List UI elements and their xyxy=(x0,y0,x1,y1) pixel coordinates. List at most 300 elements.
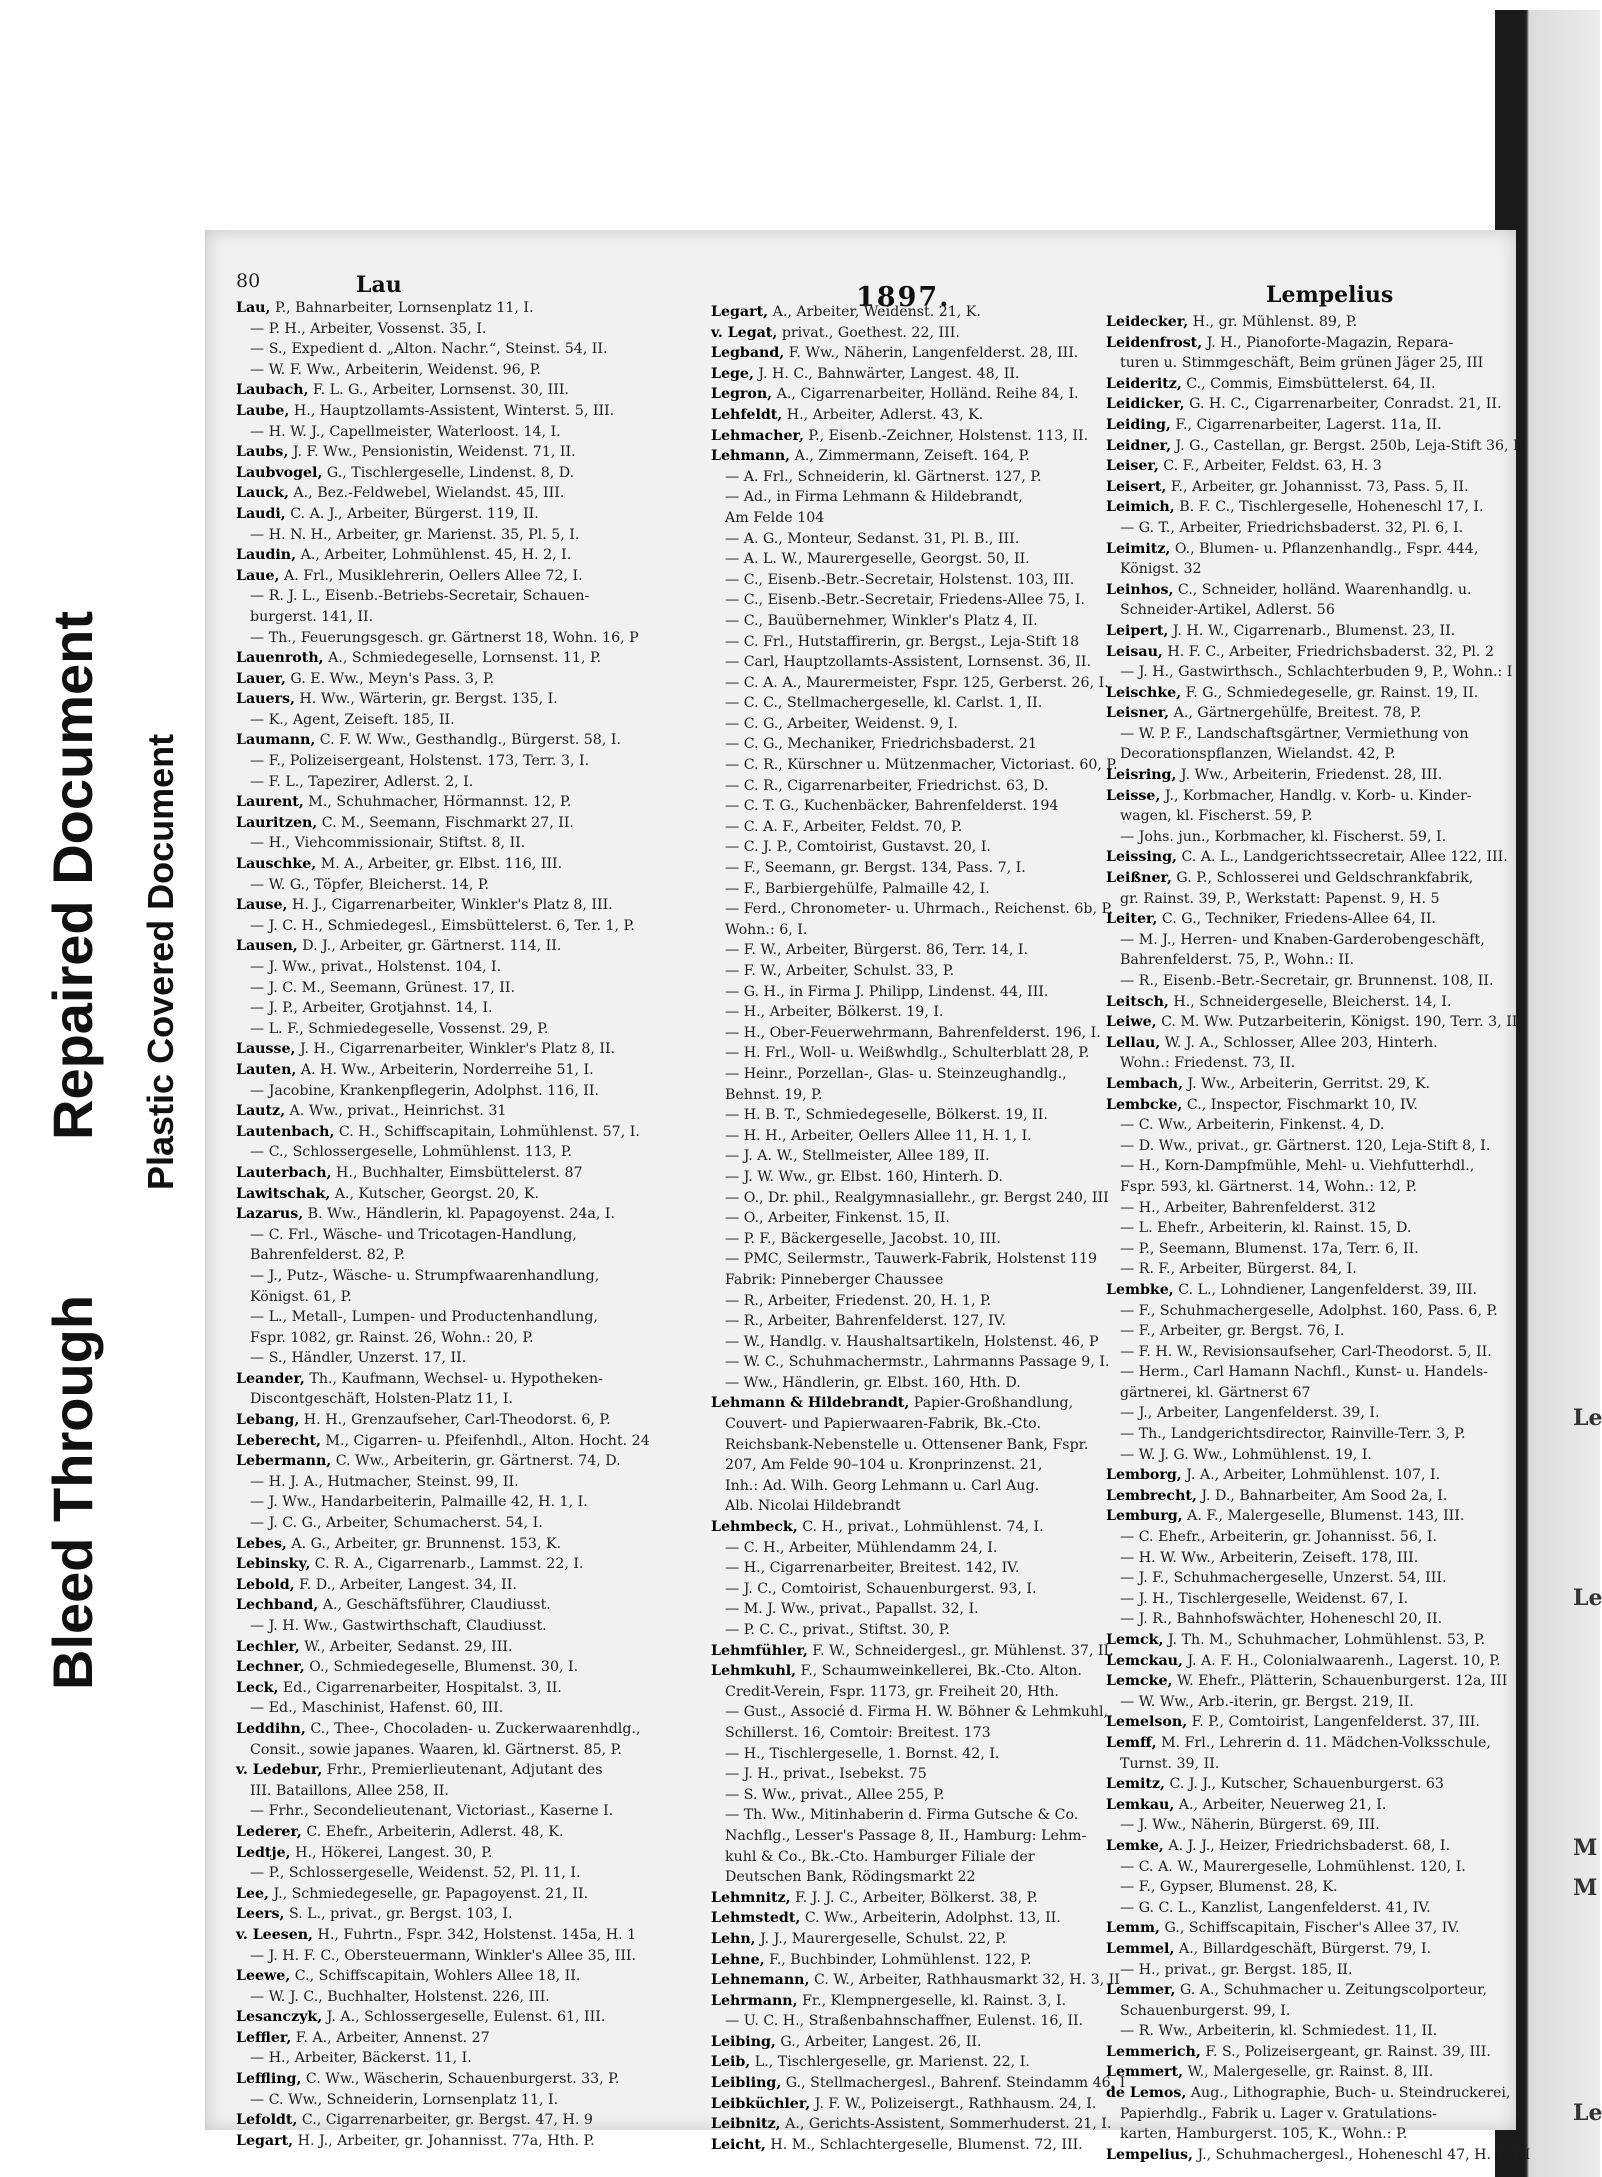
entry-text: C., Thee-, Chocoladen- u. Zuckerwaarenhdlg., xyxy=(305,1720,641,1737)
directory-entry-line xyxy=(711,1599,1096,1620)
directory-entry-line xyxy=(1106,1403,1501,1424)
directory-entry-line xyxy=(1106,394,1501,415)
directory-entry-line xyxy=(236,1863,626,1884)
entry-surname: Lemmer, xyxy=(1106,1982,1176,1999)
entry-text: III. Bataillons, Allee 258, II. xyxy=(250,1782,449,1799)
directory-entry-line xyxy=(236,1204,626,1225)
directory-entry-line xyxy=(236,545,626,566)
entry-surname: Lebang, xyxy=(236,1412,300,1429)
entry-surname: Lemck, xyxy=(1106,1632,1164,1648)
directory-entry-line xyxy=(236,1431,650,1452)
entry-text: — J. Ww., Näherin, Bürgerst. 69, III. xyxy=(1120,1817,1380,1834)
overlay-label-repaired-document: Repaired Document xyxy=(41,611,104,1140)
entry-text: A., Arbeiter, Lohmühlenst. 45, H. 2, I. xyxy=(296,547,572,564)
entry-text: J. F. W., Polizeisergt., Rathhausm. 24, I. xyxy=(810,2095,1097,2112)
entry-surname: Leewe, xyxy=(236,1968,291,1985)
entry-text: — J. H. Ww., Gastwirthschaft, Claudiusst. xyxy=(250,1618,547,1634)
entry-text: — K., Agent, Zeiseft. 185, II. xyxy=(250,711,455,728)
entry-text: — W. J. C., Buchhalter, Holstenst. 226, III. xyxy=(250,1988,550,2005)
directory-entry-line xyxy=(236,1060,626,1081)
directory-entry-line xyxy=(1106,1898,1501,1919)
entry-text: — W. G., Töpfer, Bleicherst. 14, P. xyxy=(250,876,490,893)
entry-text: — H., Cigarrenarbeiter, Breitest. 142, IV. xyxy=(725,1560,1020,1577)
directory-entry-line xyxy=(711,693,1096,714)
directory-entry-line xyxy=(711,1744,1096,1765)
entry-text: C., Schneider, holländ. Waarenhandlg. u. xyxy=(1173,581,1472,598)
entry-surname: Lee, xyxy=(236,1885,269,1902)
entry-text: C. J. J., Kutscher, Schauenburgerst. 63 xyxy=(1164,1776,1444,1793)
entry-text: — F., Gypser, Blumenst. 28, K. xyxy=(1120,1879,1338,1896)
entry-text: turen u. Stimmgeschäft, Beim grünen Jäger 25, III xyxy=(1120,355,1484,372)
entry-text: karten, Hamburgerst. 105, K., Wohn.: P. xyxy=(1120,2126,1408,2143)
directory-entry-line xyxy=(1106,909,1501,930)
entry-surname: Leibing, xyxy=(711,2033,776,2050)
directory-entry-line xyxy=(711,714,1096,735)
directory-entry-line xyxy=(236,1081,626,1102)
entry-text: G. E. Ww., Meyn's Pass. 3, P. xyxy=(285,670,495,687)
entry-surname: Lehmacher, xyxy=(711,427,804,444)
entry-text: — H., Arbeiter, Bäckerst. 11, I. xyxy=(250,2050,472,2067)
directory-entry-line xyxy=(236,978,626,999)
entry-text: — F., Seemann, gr. Bergst. 134, Pass. 7, I. xyxy=(725,860,1026,877)
directory-entry-line xyxy=(236,1122,640,1143)
entry-text: M. A., Arbeiter, gr. Elbst. 116, III. xyxy=(316,856,563,873)
directory-entry-line xyxy=(1106,971,1501,992)
directory-entry-line xyxy=(1106,374,1501,395)
entry-text: A., Gerichts-Assistent, Sommerhuderst. 21, I. xyxy=(780,2116,1112,2133)
directory-column-2 xyxy=(711,302,1126,2155)
entry-text: Frhr., Premierlieutenant, Adjutant des xyxy=(322,1762,603,1779)
directory-entry-line xyxy=(236,2069,626,2090)
entry-text: — H. W. Ww., Arbeiterin, Zeiseft. 178, III. xyxy=(1120,1549,1419,1566)
directory-entry-line xyxy=(1106,1609,1501,1630)
entry-text: H., Fuhrtn., Fspr. 342, Holstenst. 145a, H. 1 xyxy=(313,1926,637,1943)
entry-text: Turnst. 39, II. xyxy=(1120,1755,1220,1772)
directory-entry-line xyxy=(236,504,626,525)
directory-entry-line xyxy=(1106,642,1501,663)
entry-text: J. A. F. H., Colonialwaarenh., Lagerst. 10, P. xyxy=(1182,1652,1501,1669)
directory-entry-line xyxy=(711,1661,1096,1682)
entry-surname: Lempelius, xyxy=(1106,2146,1193,2163)
entry-text: D. J., Arbeiter, gr. Gärtnerst. 114, II. xyxy=(297,938,562,955)
entry-text: J. H., Pianoforte-Magazin, Repara- xyxy=(1202,334,1454,351)
entry-text: Nachflg., Lesser's Passage 8, II., Hamburg: Lehm- xyxy=(725,1827,1087,1844)
entry-text: W., Malergeselle, gr. Rainst. 8, III. xyxy=(1183,2064,1434,2081)
entry-text: — H., privat., gr. Bergst. 185, II. xyxy=(1120,1961,1353,1978)
directory-entry-line xyxy=(236,2048,626,2069)
entry-surname: Leiter, xyxy=(1106,911,1158,928)
directory-entry-line xyxy=(236,1389,626,1410)
directory-entry-line xyxy=(711,529,1096,550)
directory-entry-line xyxy=(1106,683,1501,704)
entry-text: G., Stellmachergesl., Bahrenf. Steindamm 46, I xyxy=(781,2075,1126,2092)
entry-text: J. Ww., Arbeiterin, Friedenst. 28, III. xyxy=(1176,767,1443,784)
entry-text: — Ed., Maschinist, Hafenst. 60, III. xyxy=(250,1700,504,1717)
directory-entry-line xyxy=(1106,1548,1501,1569)
right-edge-fragment: Le xyxy=(1573,1585,1602,1611)
entry-text: — H., Korn-Dampfmühle, Mehl- u. Viehfutterhdl., xyxy=(1120,1158,1475,1175)
directory-entry-line xyxy=(1106,353,1501,374)
directory-entry-line xyxy=(711,302,1096,323)
entry-text: F. S., Polizeisergeant, gr. Rainst. 39, III. xyxy=(1200,2043,1491,2060)
directory-entry-line xyxy=(236,1492,626,1513)
entry-text: — F. W., Arbeiter, Bürgerst. 86, Terr. 14, I. xyxy=(725,942,1029,959)
directory-entry-line xyxy=(236,319,626,340)
directory-entry-line xyxy=(711,2032,1096,2053)
entry-text: F. Ww., Näherin, Langenfelderst. 28, III. xyxy=(784,345,1079,362)
headword-left: Lau xyxy=(356,272,402,298)
directory-entry-line xyxy=(711,1435,1096,1456)
directory-entry-line xyxy=(711,1847,1096,1868)
directory-entry-line xyxy=(236,1801,626,1822)
directory-entry-line xyxy=(711,1311,1096,1332)
directory-entry-line xyxy=(1106,662,1513,683)
entry-text: G. H. C., Cigarrenarbeiter, Conradst. 21, II. xyxy=(1184,396,1502,413)
directory-entry-line xyxy=(711,879,1096,900)
directory-entry-line xyxy=(236,1348,626,1369)
entry-text: C. Ww., Wäscherin, Schauenburgerst. 33, P. xyxy=(301,2071,620,2088)
page-year: 1897. xyxy=(856,282,951,313)
directory-entry-line xyxy=(1106,456,1501,477)
entry-text: Credit-Verein, Fspr. 1173, gr. Freiheit 20, Hth. xyxy=(725,1683,1059,1700)
directory-entry-line xyxy=(711,1455,1096,1476)
entry-text: H., Buchhalter, Eimsbüttelerst. 87 xyxy=(331,1164,583,1181)
entry-surname: Lehmann & Hildebrandt, xyxy=(711,1395,910,1412)
entry-surname: Leander, xyxy=(236,1370,305,1387)
directory-entry-line xyxy=(711,1888,1096,1909)
entry-surname: Laurent, xyxy=(236,794,304,811)
entry-text: — A. G., Monteur, Sedanst. 31, Pl. B., III. xyxy=(725,530,1020,547)
entry-surname: Leitsch, xyxy=(1106,993,1169,1010)
entry-text: — L., Metall-, Lumpen- und Productenhandlung, xyxy=(250,1309,598,1326)
entry-text: — R. J. L., Eisenb.-Betriebs-Secretair, Schauen- xyxy=(250,588,590,605)
entry-surname: Leibnitz, xyxy=(711,2116,781,2133)
entry-text: F. D., Arbeiter, Langest. 34, II. xyxy=(294,1576,517,1593)
entry-text: Discontgeschäft, Holsten-Platz 11, I. xyxy=(250,1391,513,1408)
entry-text: M., Cigarren- u. Pfeifenhdl., Alton. Hocht. 24 xyxy=(320,1432,650,1449)
directory-entry-line xyxy=(1106,1692,1501,1713)
directory-entry-line xyxy=(236,1101,626,1122)
entry-text: — O., Arbeiter, Finkenst. 15, II. xyxy=(725,1210,950,1227)
directory-entry-line xyxy=(711,1558,1096,1579)
entry-surname: Lebes, xyxy=(236,1535,287,1552)
directory-entry-line xyxy=(1106,889,1501,910)
directory-entry-line xyxy=(1106,1033,1501,1054)
entry-text: H., Schneidergeselle, Bleicherst. 14, I. xyxy=(1168,993,1452,1010)
entry-text: — C. J. P., Comtoirist, Gustavst. 20, I. xyxy=(725,839,991,856)
entry-text: A. Ww., privat., Heinrichst. 31 xyxy=(285,1103,507,1120)
directory-entry-line xyxy=(711,364,1096,385)
entry-surname: Leiwe, xyxy=(1106,1014,1157,1031)
directory-entry-line xyxy=(236,2007,626,2028)
overlay-label-plastic-covered: Plastic Covered Document xyxy=(140,733,181,1190)
directory-entry-line xyxy=(711,1414,1096,1435)
entry-surname: Lechband, xyxy=(236,1597,319,1614)
directory-entry-line xyxy=(236,1843,626,1864)
directory-entry-line xyxy=(1106,1980,1501,2001)
directory-entry-line xyxy=(711,1950,1096,1971)
entry-text: O., Blumen- u. Pflanzenhandlg., Fspr. 444, xyxy=(1170,540,1479,557)
entry-text: G. P., Schlosserei und Geldschrankfabrik, xyxy=(1171,870,1474,887)
entry-surname: Leib, xyxy=(711,2054,751,2071)
entry-text: — Heinr., Porzellan-, Glas- u. Steinzeughandlg., xyxy=(725,1065,1067,1082)
directory-entry-line xyxy=(1106,1527,1501,1548)
entry-text: W., Arbeiter, Sedanst. 29, III. xyxy=(299,1638,513,1655)
entry-text: Th., Kaufmann, Wechsel- u. Hypotheken- xyxy=(304,1370,603,1387)
entry-text: A. G., Arbeiter, gr. Brunnenst. 153, K. xyxy=(286,1535,562,1552)
directory-entry-line xyxy=(1106,1321,1501,1342)
entry-text: — H., Arbeiter, Bölkerst. 19, I. xyxy=(725,1004,944,1021)
directory-entry-line xyxy=(711,1249,1096,1270)
entry-text: M. Frl., Lehrerin d. 11. Mädchen-Volksschule, xyxy=(1156,1734,1491,1751)
entry-surname: Legart, xyxy=(236,2132,294,2149)
directory-entry-line xyxy=(711,1270,1096,1291)
directory-entry-line xyxy=(711,1579,1096,1600)
directory-entry-line xyxy=(236,1966,626,1987)
entry-text: A., Kutscher, Georgst. 20, K. xyxy=(330,1185,539,1202)
page-number: 80 xyxy=(236,270,261,292)
directory-entry-line xyxy=(711,837,1096,858)
directory-entry-line xyxy=(236,1451,626,1472)
entry-text: — R., Arbeiter, Friedenst. 20, H. 1, P. xyxy=(725,1292,992,1309)
entry-text: gärtnerei, kl. Gärtnerst 67 xyxy=(1120,1384,1311,1401)
entry-text: Königst. 32 xyxy=(1120,561,1202,578)
entry-surname: Lechner, xyxy=(236,1659,305,1676)
entry-surname: Leers, xyxy=(236,1906,285,1923)
directory-entry-line xyxy=(711,1970,1120,1991)
entry-text: — H., Tischlergeselle, 1. Bornst. 42, I. xyxy=(725,1745,1000,1762)
directory-entry-line xyxy=(236,916,635,937)
entry-text: C. L., Lohndiener, Langenfelderst. 39, III. xyxy=(1173,1281,1478,1298)
entry-text: C. M., Seemann, Fischmarkt 27, II. xyxy=(317,814,574,831)
entry-text: J. Ww., Arbeiterin, Gerritst. 29, K. xyxy=(1183,1075,1431,1092)
entry-surname: Lauritzen, xyxy=(236,814,318,831)
directory-entry-line xyxy=(1106,1815,1501,1836)
entry-text: C., Cigarrenarbeiter, gr. Bergst. 47, H. 9 xyxy=(297,2112,593,2129)
entry-text: Wohn.: Friedenst. 73, II. xyxy=(1120,1055,1296,1072)
entry-text: F., Arbeiter, gr. Johannisst. 73, Pass. 5, II. xyxy=(1166,478,1469,495)
directory-entry-line xyxy=(711,1332,1099,1353)
entry-text: C. H., privat., Lohmühlenst. 74, I. xyxy=(797,1519,1044,1536)
entry-text: Am Felde 104 xyxy=(725,509,825,526)
entry-surname: Lebermann, xyxy=(236,1453,332,1470)
entry-text: — C. Frl., Hutstaffirerin, gr. Bergst., Leja-Stift 18 xyxy=(725,633,1080,650)
directory-entry-line xyxy=(711,2052,1096,2073)
entry-text: — L. F., Schmiedegeselle, Vossenst. 29, P. xyxy=(250,1020,549,1037)
directory-entry-line xyxy=(1106,559,1501,580)
entry-text: — G. T., Arbeiter, Friedrichsbaderst. 32, Pl. 6, I. xyxy=(1120,519,1464,536)
entry-surname: Lechler, xyxy=(236,1638,300,1655)
entry-text: O., Schmiedegeselle, Blumenst. 30, I. xyxy=(304,1659,579,1676)
directory-entry-line xyxy=(1106,2021,1501,2042)
entry-text: F. W., Schneidergesl., gr. Mühlenst. 37, II. xyxy=(807,1642,1114,1659)
entry-text: — S. Ww., privat., Allee 255, P. xyxy=(725,1786,945,1803)
entry-text: — J., Putz-, Wäsche- u. Strumpfwaarenhandlung, xyxy=(250,1267,600,1284)
directory-entry-line xyxy=(1106,1589,1501,1610)
entry-surname: Leck, xyxy=(236,1679,279,1696)
directory-entry-line xyxy=(236,1307,626,1328)
directory-entry-line xyxy=(711,755,1118,776)
entry-text: — W. P. F., Landschaftsgärtner, Vermiethung von xyxy=(1120,725,1469,742)
entry-surname: Leidecker, xyxy=(1106,314,1189,330)
entry-text: — J. R., Bahnhofswächter, Hoheneschl 20, II. xyxy=(1120,1611,1443,1628)
entry-text: A. H. Ww., Arbeiterin, Norderreihe 51, I. xyxy=(296,1061,594,1078)
entry-text: B. Ww., Händlerin, kl. Papagoyenst. 24a, I. xyxy=(303,1206,616,1223)
directory-entry-line xyxy=(1106,1754,1501,1775)
directory-entry-line xyxy=(236,1142,626,1163)
directory-entry-line xyxy=(711,1641,1114,1662)
directory-entry-line xyxy=(236,339,626,360)
entry-text: — F., Arbeiter, gr. Bergst. 76, I. xyxy=(1120,1323,1345,1340)
entry-text: — J. W. Ww., gr. Elbst. 160, Hinterh. D. xyxy=(725,1168,1003,1185)
directory-entry-line xyxy=(1106,333,1501,354)
entry-text: A., Cigarrenarbeiter, Holländ. Reihe 84, I. xyxy=(772,386,1079,403)
directory-entry-line xyxy=(236,689,626,710)
entry-text: — W. Ww., Arb.-iterin, gr. Bergst. 219, II. xyxy=(1120,1693,1414,1710)
entry-text: F. J. J. C., Arbeiter, Bölkerst. 38, P. xyxy=(790,1889,1038,1906)
entry-text: L., Tischlergeselle, gr. Marienst. 22, I. xyxy=(750,2054,1030,2071)
directory-entry-line xyxy=(236,2110,626,2131)
directory-entry-line xyxy=(236,1266,626,1287)
entry-text: — J. C. H., Schmiedegesl., Eimsbüttelerst. 6, Ter. 1, P. xyxy=(250,917,635,934)
entry-surname: v. Leesen, xyxy=(236,1926,313,1943)
directory-entry-line xyxy=(711,817,1096,838)
entry-surname: Lauck, xyxy=(236,485,289,502)
entry-surname: Lautenbach, xyxy=(236,1123,335,1140)
entry-text: Decorationspflanzen, Wielandst. 42, P. xyxy=(1120,746,1396,763)
entry-text: — Ferd., Chronometer- u. Uhrmach., Reichenst. 6b, P, xyxy=(725,901,1113,918)
entry-surname: Lehmann, xyxy=(711,448,791,465)
entry-surname: Leidenfrost, xyxy=(1106,334,1203,351)
entry-text: — R. Ww., Arbeiterin, kl. Schmiedest. 11, II. xyxy=(1120,2023,1438,2040)
entry-text: — H. Frl., Woll- u. Weißwhdlg., Schulterblatt 28, P. xyxy=(725,1045,1090,1062)
entry-surname: Lauer, xyxy=(236,670,286,687)
directory-entry-line xyxy=(1106,1918,1501,1939)
directory-entry-line xyxy=(1106,1939,1501,1960)
directory-entry-line xyxy=(236,1287,626,1308)
entry-text: — G. C. L., Kanzlist, Langenfelderst. 41, IV. xyxy=(1120,1899,1431,1916)
directory-entry-line xyxy=(236,1410,626,1431)
directory-entry-line xyxy=(236,998,626,1019)
directory-entry-line xyxy=(711,940,1096,961)
directory-entry-line xyxy=(711,570,1096,591)
entry-text: A., Zimmermann, Zeiseft. 164, P. xyxy=(790,448,1030,465)
entry-text: — C., Eisenb.-Betr.-Secretair, Friedens-Allee 75, I. xyxy=(725,592,1085,609)
directory-entry-line xyxy=(711,1991,1096,2012)
directory-entry-line xyxy=(236,1637,626,1658)
directory-entry-line xyxy=(711,1764,1096,1785)
entry-text: — Jacobine, Krankenpflegerin, Adolphst. 116, II. xyxy=(250,1082,599,1099)
entry-text: burgerst. 141, II. xyxy=(250,608,374,625)
entry-text: — J. C. G., Arbeiter, Schumacherst. 54, I. xyxy=(250,1515,543,1532)
directory-entry-line xyxy=(1106,1774,1501,1795)
entry-surname: Leissing, xyxy=(1106,849,1177,866)
entry-surname: Lembcke, xyxy=(1106,1096,1183,1113)
entry-surname: Lemkau, xyxy=(1106,1796,1175,1813)
entry-text: H., Hökerei, Langest. 30, P. xyxy=(290,1844,493,1861)
entry-text: — F. H. W., Revisionsaufseher, Carl-Theodorst. 5, II. xyxy=(1120,1343,1492,1360)
directory-entry-line xyxy=(236,442,626,463)
directory-entry-line xyxy=(711,1702,1109,1723)
directory-entry-line xyxy=(1106,1960,1501,1981)
entry-surname: Lauenroth, xyxy=(236,650,324,667)
directory-entry-line xyxy=(1106,436,1523,457)
entry-text: — L. Ehefr., Arbeiterin, kl. Rainst. 15, D. xyxy=(1120,1220,1412,1237)
directory-entry-line xyxy=(711,1229,1096,1250)
entry-text: Deutschen Bank, Rödingsmarkt 22 xyxy=(725,1869,976,1886)
directory-entry-line xyxy=(1106,1012,1518,1033)
entry-text: A., Arbeiter, Weidenst. 21, K. xyxy=(768,304,981,320)
directory-entry-line xyxy=(711,1352,1110,1373)
entry-text: A. J. J., Heizer, Friedrichsbaderst. 68, I. xyxy=(1163,1837,1451,1854)
entry-surname: Leimitz, xyxy=(1106,540,1171,557)
entry-text: G., Arbeiter, Langest. 26, II. xyxy=(775,2033,982,2050)
entry-text: — F., Barbiergehülfe, Palmaille 42, I. xyxy=(725,880,990,897)
directory-entry-line xyxy=(711,1785,1096,1806)
directory-entry-line xyxy=(236,483,626,504)
entry-text: H. H., Grenzaufseher, Carl-Theodorst. 6, P. xyxy=(299,1412,611,1429)
entry-surname: Lehmstedt, xyxy=(711,1910,801,1927)
entry-surname: Lehmfühler, xyxy=(711,1642,808,1659)
directory-entry-line xyxy=(1106,1445,1501,1466)
entry-text: — J. H., Gastwirthsch., Schlachterbuden 9, P., Wohn.: I xyxy=(1120,664,1513,681)
entry-surname: Leidner, xyxy=(1106,437,1172,454)
entry-surname: Lege, xyxy=(711,365,754,382)
entry-text: C. A. L., Landgerichtssecretair, Allee 122, III. xyxy=(1176,849,1508,866)
entry-surname: Leddihn, xyxy=(236,1720,306,1737)
entry-text: privat., Goethest. 22, III. xyxy=(777,324,960,341)
entry-text: A., Bez.-Feldwebel, Wielandst. 45, III. xyxy=(288,485,565,502)
directory-entry-line xyxy=(236,401,626,422)
entry-surname: Lellau, xyxy=(1106,1034,1161,1051)
directory-entry-line xyxy=(1106,1239,1501,1260)
directory-entry-line xyxy=(711,1929,1096,1950)
directory-entry-line xyxy=(711,343,1096,364)
directory-entry-line xyxy=(1106,1733,1501,1754)
entry-text: C. Ehefr., Arbeiterin, Adlerst. 48, K. xyxy=(301,1823,564,1840)
entry-text: 207, Am Felde 90–104 u. Kronprinzenst. 21, xyxy=(725,1457,1043,1474)
directory-entry-line xyxy=(1106,1280,1501,1301)
entry-text: — S., Expedient d. „Alton. Nachr.“, Steinst. 54, II. xyxy=(250,341,608,358)
entry-text: Papierhdlg., Fabrik u. Lager v. Gratulations- xyxy=(1120,2105,1437,2122)
entry-text: kuhl & Co., Bk.-Cto. Hamburger Filiale der xyxy=(725,1848,1035,1865)
directory-entry-line xyxy=(1106,2104,1501,2125)
directory-entry-line xyxy=(711,384,1096,405)
entry-surname: Leinhos, xyxy=(1106,581,1174,598)
directory-entry-line xyxy=(236,1328,626,1349)
entry-text: C. A. J., Arbeiter, Bürgerst. 119, II. xyxy=(285,505,539,522)
entry-text: Ed., Cigarrenarbeiter, Hospitalst. 3, II. xyxy=(278,1679,562,1696)
entry-text: A. F., Malergeselle, Blumenst. 143, III. xyxy=(1182,1508,1465,1525)
directory-entry-line xyxy=(236,422,626,443)
entry-surname: Leisau, xyxy=(1106,643,1163,660)
directory-entry-line xyxy=(1106,786,1501,807)
entry-surname: Lehne, xyxy=(711,1951,765,1968)
directory-entry-line xyxy=(711,796,1096,817)
entry-text: J., Korbmacher, Handlg. v. Korb- u. Kinder- xyxy=(1160,787,1472,804)
entry-surname: de Lemos, xyxy=(1106,2085,1187,2102)
directory-entry-line xyxy=(1106,847,1508,868)
entry-surname: Lausen, xyxy=(236,938,298,955)
entry-text: — J. P., Arbeiter, Grotjahnst. 14, I. xyxy=(250,1000,493,1017)
entry-text: — C. T. G., Kuchenbäcker, Bahrenfelderst. 194 xyxy=(725,798,1059,815)
entry-text: J. H. C., Bahnwärter, Langest. 48, II. xyxy=(753,365,1020,382)
directory-entry-line xyxy=(1106,703,1501,724)
directory-entry-line xyxy=(711,1538,1096,1559)
directory-entry-line xyxy=(1106,744,1501,765)
entry-surname: Lemke, xyxy=(1106,1837,1164,1854)
entry-surname: Laubvogel, xyxy=(236,464,323,481)
